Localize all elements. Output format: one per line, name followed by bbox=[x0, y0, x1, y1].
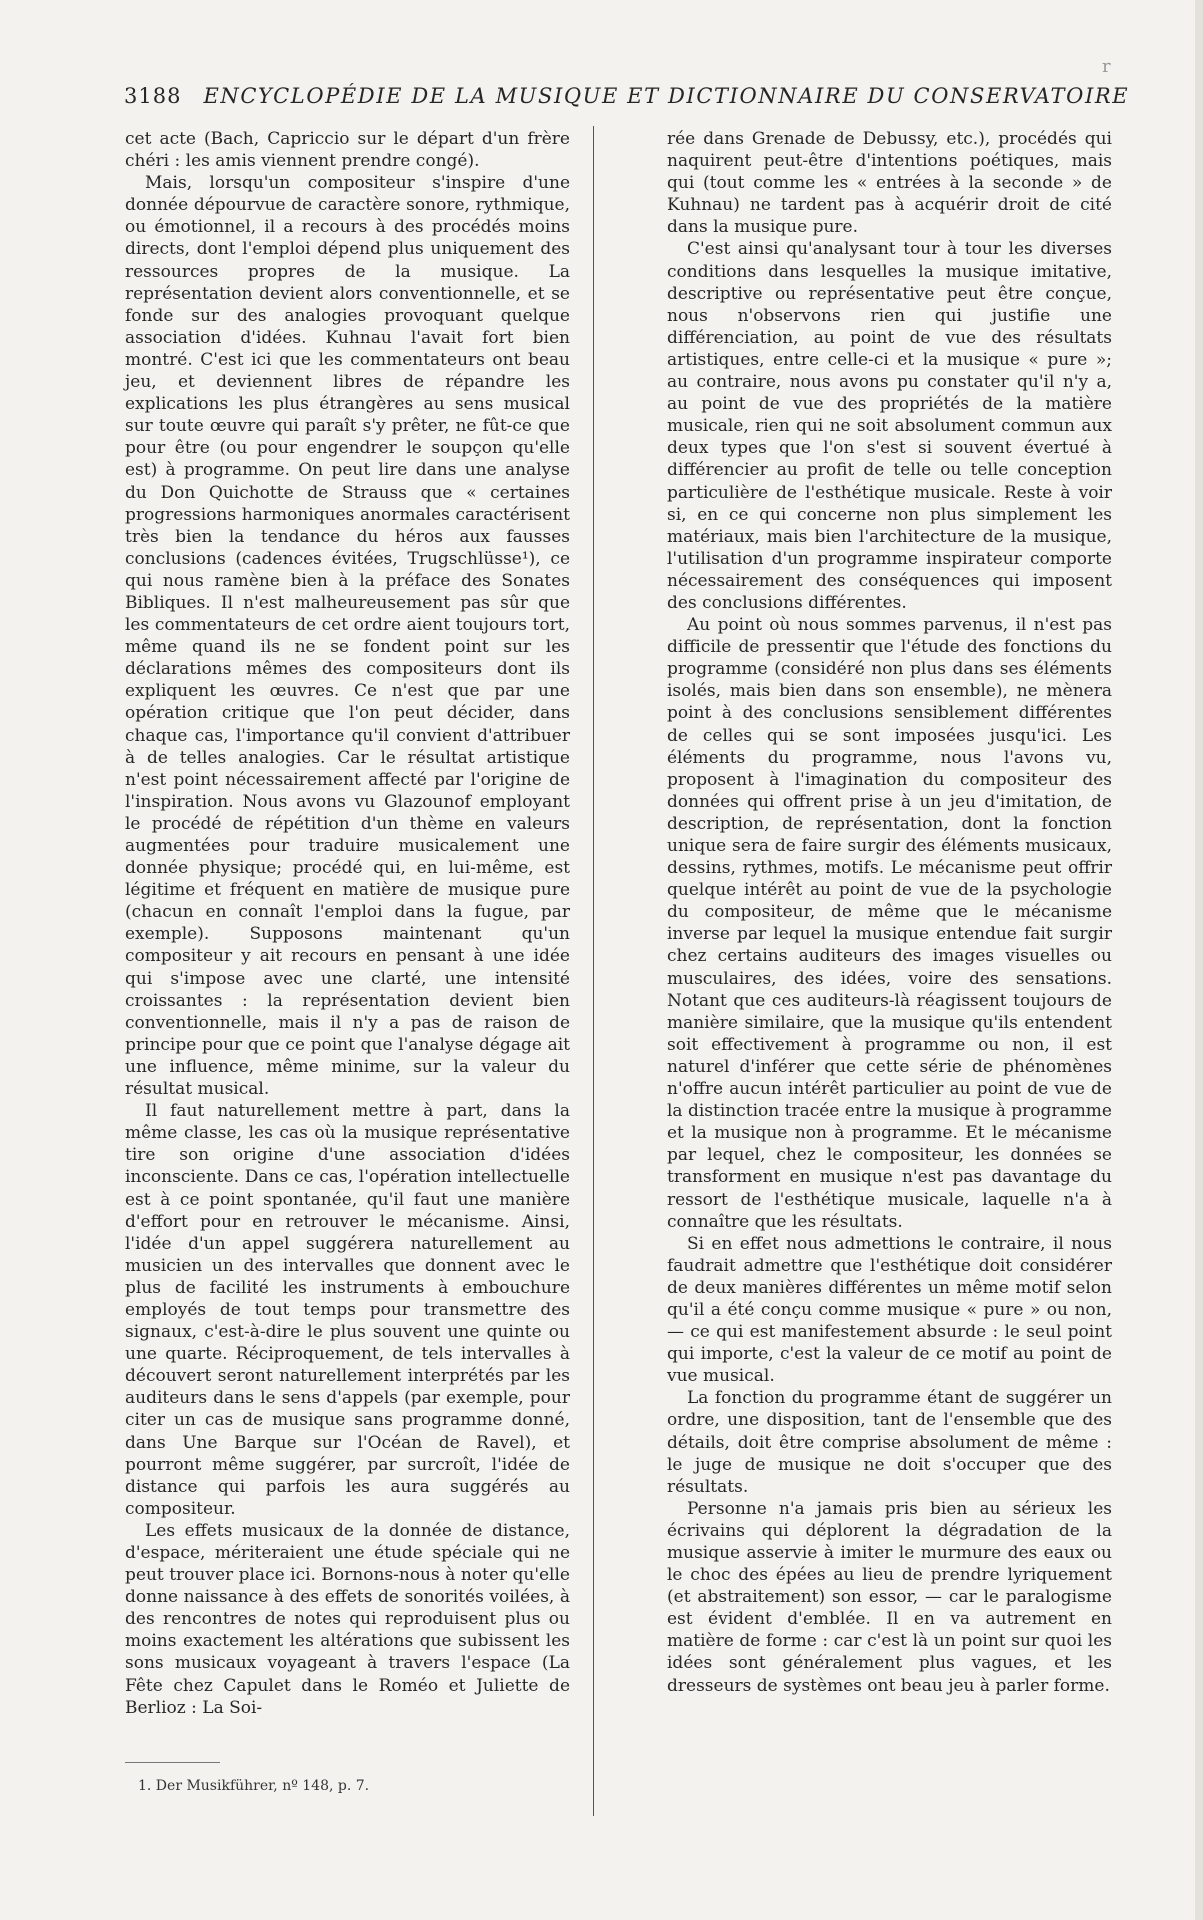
right-column bbox=[667, 128, 1112, 1697]
running-title: ENCYCLOPÉDIE DE LA MUSIQUE ET DICTIONNAIRE DU CONSERVATOIRE bbox=[203, 84, 1130, 108]
paragraph: Au point où nous sommes parvenus, il n'est pas difficile de pressentir que l'étude des fonctions du programme (considéré non plus dans ses éléments isolés, mais bien dans son ensemble), ne mènera point à des conclusions sensiblement différentes de celles qui se sont imposées jusqu'ici. Les éléments du programme, nous l'avons vu, proposent à l'imagination du compositeur des données qui offrent prise à un jeu d'imitation, de description, de représentation, dont la fonction unique sera de faire surgir des éléments musicaux, dessins, rythmes, motifs. Le mécanisme peut offrir quelque intérêt au point de vue de la psychologie du compositeur, de même que le mécanisme inverse par lequel la musique entendue fait surgir chez certains auditeurs des images visuelles ou musculaires, des idées, voire des sensations. Notant que ces auditeurs-là réagissent toujours de manière similaire, que la musique qu'ils entendent soit effectivement à programme ou non, il est naturel d'inférer que cette série de phénomènes n'offre aucun intérêt particulier au point de vue de la distinction tracée entre la musique à programme et la musique non à programme. Et le mécanisme par lequel, chez le compositeur, les données se transforment en musique n'est pas davantage du ressort de l'esthétique musicale, laquelle n'a à connaître que les résultats. bbox=[667, 615, 1112, 1232]
paragraph: Personne n'a jamais pris bien au sérieux les écrivains qui déplorent la dégradation de la musique asservie à imiter le murmure des eaux ou le choc des épées au lieu de prendre lyriquement (et abstraitement) son essor, — car le paralogisme est évident d'emblée. Il en va autrement en matière de forme : car c'est là un point sur quoi les idées sont généralement plus vagues, et les dresseurs de systèmes ont beau jeu à parler forme. bbox=[667, 1498, 1112, 1696]
paragraph: Si en effet nous admettions le contraire, il nous faudrait admettre que l'esthétique doit considérer de deux manières différentes un même motif selon qu'il a été conçu comme musique « pure » ou non, — ce qui est manifestement absurde : le seul point qui importe, c'est la valeur de ce motif au point de vue musical. bbox=[667, 1233, 1112, 1387]
paragraph: Les effets musicaux de la donnée de distance, d'espace, mériteraient une étude spéciale qui ne peut trouver place ici. Bornons-nous à noter qu'elle donne naissance à des effets de sonorités voilées, à des rencontres de notes qui reproduisent plus ou moins exactement les altérations que subissent les sons musicaux voyageant à travers l'espace (La Fête chez Capulet dans le Roméo et Juliette de Berlioz : La Soi- bbox=[125, 1520, 570, 1718]
paragraph: rée dans Grenade de Debussy, etc.), procédés qui naquirent peut-être d'intentions poétiques, mais qui (tout comme les « entrées à la seconde » de Kuhnau) ne tardent pas à acquérir droit de cité dans la musique pure. bbox=[667, 129, 1112, 238]
paragraph: cet acte (Bach, Capriccio sur le départ d'un frère chéri : les amis viennent prendre congé). bbox=[125, 129, 570, 172]
page-number: 3188 bbox=[124, 84, 182, 108]
footnote: 1. Der Musikführer, nº 148, p. 7. bbox=[138, 1778, 370, 1794]
paragraph: C'est ainsi qu'analysant tour à tour les diverses conditions dans lesquelles la musique imitative, descriptive ou représentative peut être conçue, nous n'observons rien qui justifie une différenciation, au point de vue des résultats artistiques, entre celle-ci et la musique « pure »; au contraire, nous avons pu constater qu'il n'y a, au point de vue des propriétés de la matière musicale, rien qui ne soit absolument commun aux deux types que l'on s'est si souvent évertué à différencier au profit de telle ou telle conception particulière de l'esthétique musicale. Reste à voir si, en ce qui concerne non plus simplement les matériaux, mais bien l'architecture de la musique, l'utilisation d'un programme inspirateur comporte nécessairement des conséquences qui imposent des conclusions différentes. bbox=[667, 239, 1112, 613]
left-column bbox=[125, 128, 570, 1719]
page-edge bbox=[1195, 0, 1203, 1920]
running-header bbox=[124, 84, 1130, 108]
paragraph: Il faut naturellement mettre à part, dans la même classe, les cas où la musique représentative tire son origine d'une association d'idées inconsciente. Dans ce cas, l'opération intellectuelle est à ce point spontanée, qu'il faut une manière d'effort pour en retrouver le mécanisme. Ainsi, l'idée d'un appel suggérera naturellement au musicien un des intervalles que donnent avec le plus de facilité les instruments à embouchure employés de tout temps pour transmettre des signaux, c'est-à-dire le plus souvent une quinte ou une quarte. Réciproquement, de tels intervalles à découvert seront naturellement interprétés par les auditeurs dans le sens d'appels (par exemple, pour citer un cas de musique sans programme donné, dans Une Barque sur l'Océan de Ravel), et pourront même suggérer, par surcroît, l'idée de distance qui parfois les aura suggérés au compositeur. bbox=[125, 1101, 570, 1519]
column-divider bbox=[593, 126, 594, 1816]
paragraph: La fonction du programme étant de suggérer un ordre, une disposition, tant de l'ensemble que des détails, doit être comprise absolument de même : le juge de musique ne doit s'occuper que des résultats. bbox=[667, 1388, 1112, 1497]
paragraph: Mais, lorsqu'un compositeur s'inspire d'une donnée dépourvue de caractère sonore, rythmique, ou émotionnel, il a recours à des procédés moins directs, dont l'emploi dépend plus uniquement des ressources propres de la musique. La représentation devient alors conventionnelle, et se fonde sur des analogies provoquant quelque association d'idées. Kuhnau l'avait fort bien montré. C'est ici que les commentateurs ont beau jeu, et deviennent libres de répandre les explications les plus étrangères au sens musical sur toute œuvre qui paraît s'y prêter, ne fût-ce que pour être (ou pour engendrer le soupçon qu'elle est) à programme. On peut lire dans une analyse du Don Quichotte de Strauss que « certaines progressions harmoniques anormales caractérisent très bien la tendance du héros aux fausses conclusions (cadences évitées, Trugschlüsse¹), ce qui nous ramène bien à la préface des Sonates Bibliques. Il n'est malheureusement pas sûr que les commentateurs de cet ordre aient toujours tort, même quand ils ne se fondent point sur les déclarations mêmes des compositeurs dont ils expliquent les œuvres. Ce n'est que par une opération critique que l'on peut décider, dans chaque cas, l'importance qu'il convient d'attribuer à de telles analogies. Car le résultat artistique n'est point nécessairement affecté par l'origine de l'inspiration. Nous avons vu Glazounof employant le procédé de répétition d'un thème en valeurs augmentées pour traduire musicalement une donnée physique; procédé qui, en lui-même, est légitime et fréquent en matière de musique pure (chacun en connaît l'emploi dans la fugue, par exemple). Supposons maintenant qu'un compositeur y ait recours en pensant à une idée qui s'impose avec une clarté, une intensité croissantes : la représentation devient bien conventionnelle, mais il n'y a pas de raison de principe pour que ce point que l'analyse dégage ait une influence, même minime, sur la valeur du résultat musical. bbox=[125, 173, 570, 1100]
footnote-rule bbox=[125, 1762, 220, 1763]
header-mark: r bbox=[1102, 56, 1111, 77]
